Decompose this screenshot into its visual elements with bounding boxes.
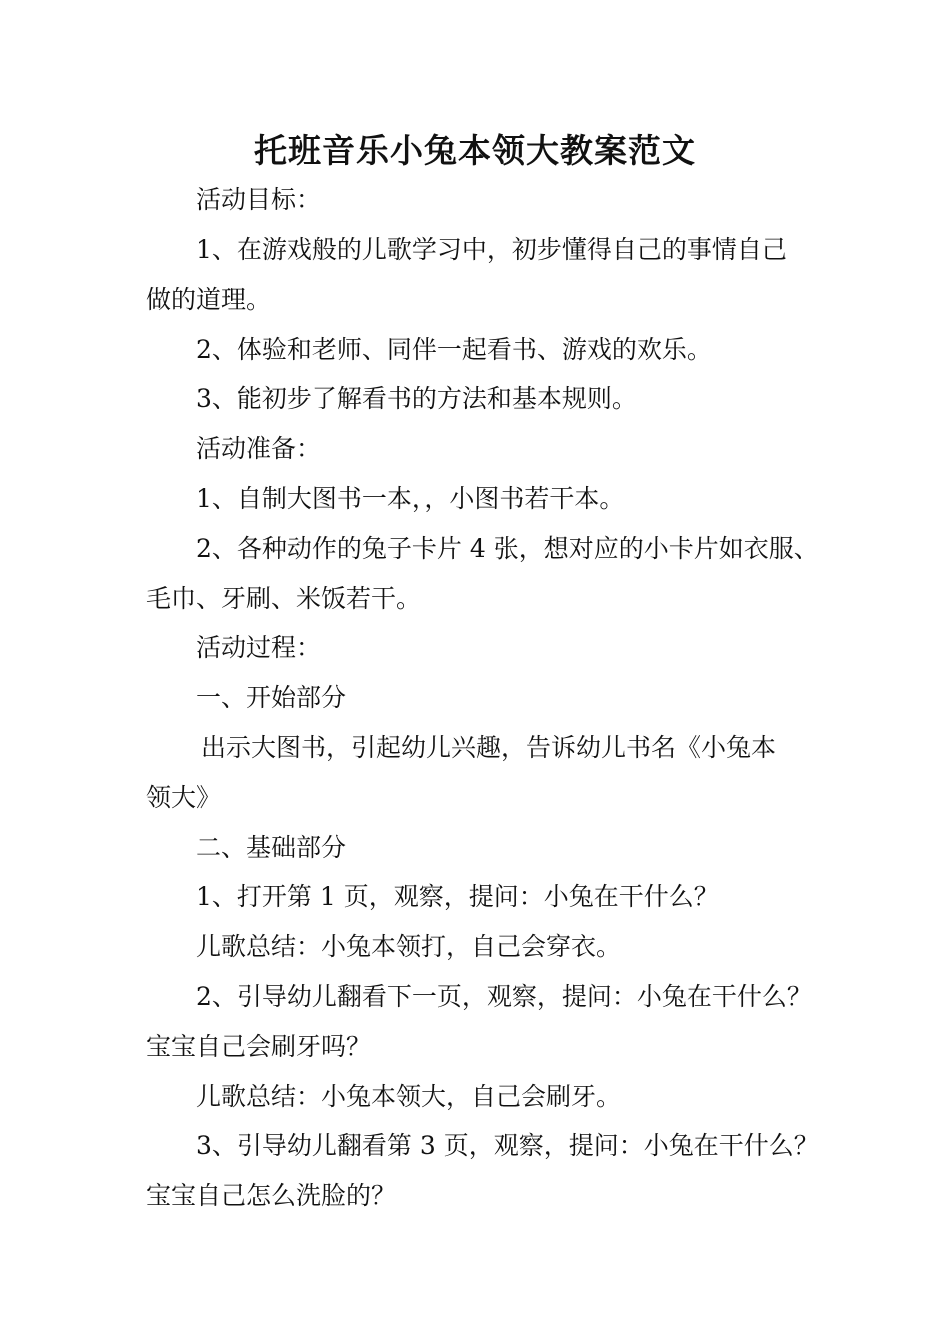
paragraph-line: 领大》 xyxy=(146,783,222,812)
paragraph-line: 活动过程： xyxy=(196,633,322,662)
paragraph-line: 做的道理。 xyxy=(146,285,272,314)
paragraph-line: 3、引导幼儿翻看第 3 页，观察，提问：小兔在干什么？ xyxy=(196,1131,819,1160)
paragraph-line: 儿歌总结：小兔本领打，自己会穿衣。 xyxy=(196,932,622,961)
paragraph-line: 儿歌总结：小兔本领大，自己会刷牙。 xyxy=(196,1082,622,1111)
paragraph-line: 出示大图书，引起幼儿兴趣，告诉幼儿书名《小兔本 xyxy=(201,733,777,762)
paragraph-line: 活动目标： xyxy=(196,185,322,214)
paragraph-line: 一、开始部分 xyxy=(196,683,347,712)
paragraph-line: 活动准备： xyxy=(196,434,322,463)
paragraph-line: 2、各种动作的兔子卡片 4 张，想对应的小卡片如衣服、 xyxy=(196,534,819,563)
document-title: 托班音乐小兔本领大教案范文 xyxy=(254,131,696,170)
paragraph-line: 3、能初步了解看书的方法和基本规则。 xyxy=(196,384,637,413)
paragraph-line: 2、体验和老师、同伴一起看书、游戏的欢乐。 xyxy=(196,335,712,364)
paragraph-line: 2、引导幼儿翻看下一页，观察，提问：小兔在干什么？ xyxy=(196,982,812,1011)
paragraph-line: 1、打开第 1 页，观察，提问：小兔在干什么？ xyxy=(196,882,719,911)
paragraph-line: 毛巾、牙刷、米饭若干。 xyxy=(146,584,422,613)
paragraph-line: 1、自制大图书一本，，小图书若干本。 xyxy=(196,484,625,513)
paragraph-line: 二、基础部分 xyxy=(196,833,347,862)
paragraph-line: 1、在游戏般的儿歌学习中，初步懂得自己的事情自己 xyxy=(196,235,787,264)
paragraph-line: 宝宝自己怎么洗脸的？ xyxy=(146,1181,397,1210)
paragraph-line: 宝宝自己会刷牙吗？ xyxy=(146,1032,372,1061)
